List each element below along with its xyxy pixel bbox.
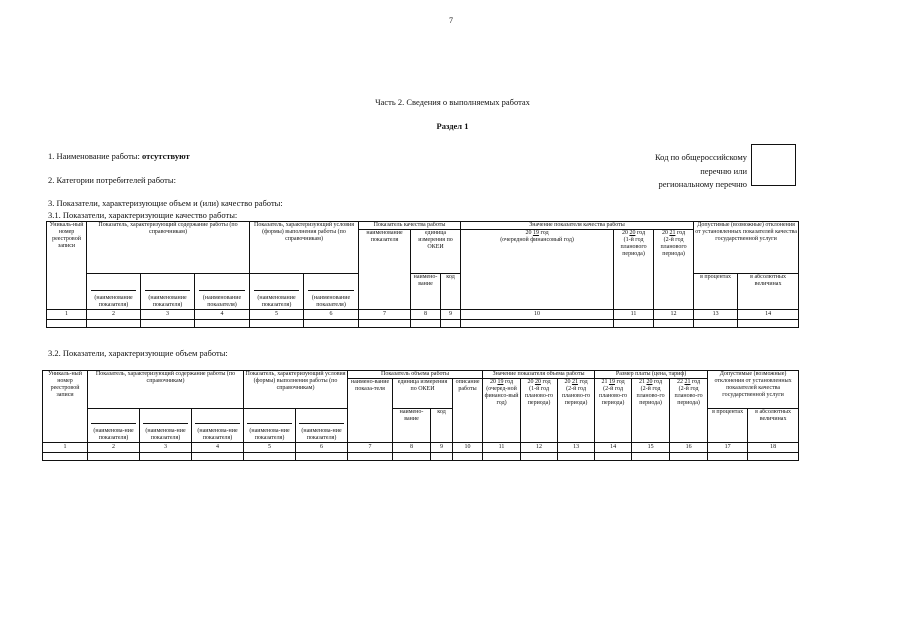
- t1-content-indicator-1: (наименование показателя): [87, 274, 141, 310]
- t1-col-num: 14: [738, 310, 799, 320]
- t2-cell[interactable]: [393, 453, 431, 461]
- t1-header-quality: Показатель качества работы: [359, 222, 461, 230]
- t1-cell[interactable]: [359, 320, 411, 328]
- t1-header-unit-name: наимено-вание: [411, 274, 441, 310]
- t1-condition-indicator-1: (наименование показателя): [250, 274, 304, 310]
- t1-header-deviation: Допустимые (возможные) отклонения от установленных показателей качества государственной услуги: [694, 222, 799, 274]
- t2-col-num: 17: [708, 443, 748, 453]
- t1-header-year-2: 20 20 год (1-й год планового периода): [614, 230, 654, 310]
- t2-header-value-year-2: 20 20 год (1-й год планово-го периода): [521, 379, 558, 443]
- quality-table: [46, 221, 799, 328]
- t2-col-num: 3: [140, 443, 192, 453]
- t1-cell[interactable]: [250, 320, 304, 328]
- t2-header-price-year-2: 21 20 год (2-й год планово-го периода): [632, 379, 670, 443]
- t2-header-unit-name: наимено-вание: [393, 409, 431, 443]
- t1-cell[interactable]: [694, 320, 738, 328]
- section-title: Раздел 1: [436, 121, 469, 131]
- t2-cell[interactable]: [140, 453, 192, 461]
- t1-header-conditions: Показатель, характеризующий условия (формы) выполнения работы (по справочникам): [250, 222, 359, 274]
- t2-col-num: 16: [670, 443, 708, 453]
- t1-cell[interactable]: [304, 320, 359, 328]
- t1-cell[interactable]: [614, 320, 654, 328]
- t2-col-num: 6: [296, 443, 348, 453]
- t2-cell[interactable]: [521, 453, 558, 461]
- t2-header-volume: Показатель объема работы: [348, 371, 483, 379]
- t2-header-unique: Уникаль-ный номер реестровой записи: [43, 371, 88, 443]
- t2-header-value-year-1: 20 19 год (очеред-ной финансо-вый год): [483, 379, 521, 443]
- work-name-value: отсутствуют: [141, 151, 190, 161]
- t2-col-num: 14: [595, 443, 632, 453]
- t1-col-num: 10: [461, 310, 614, 320]
- t2-header-indicator-name: наимено-вание показа-теля: [348, 379, 393, 443]
- t2-header-work-description: описание работы: [453, 379, 483, 443]
- t1-header-unique: Уникаль-ный номер реестровой записи: [47, 222, 87, 310]
- volume-indicators-heading: 3.2. Показатели, характеризующие объем работы:: [48, 348, 228, 358]
- t1-header-values: Значение показателя качества работы: [461, 222, 694, 230]
- t2-cell[interactable]: [453, 453, 483, 461]
- t2-col-num: 18: [748, 443, 799, 453]
- t2-cell[interactable]: [632, 453, 670, 461]
- t1-cell[interactable]: [654, 320, 694, 328]
- t1-content-indicator-2: (наименование показателя): [141, 274, 195, 310]
- t2-cell[interactable]: [192, 453, 244, 461]
- t2-data-row: [43, 453, 799, 461]
- t2-cell[interactable]: [431, 453, 453, 461]
- t2-col-num: 2: [88, 443, 140, 453]
- t1-col-num: 5: [250, 310, 304, 320]
- t1-cell[interactable]: [411, 320, 441, 328]
- t2-cell[interactable]: [348, 453, 393, 461]
- t2-column-numbers: [43, 443, 799, 453]
- t2-col-num: 9: [431, 443, 453, 453]
- code-label-line-1: Код по общероссийскому: [654, 152, 747, 162]
- t1-cell[interactable]: [141, 320, 195, 328]
- t2-header-conditions: Показатель, характеризующий условия (формы) выполнения работы (по справочникам): [244, 371, 348, 409]
- t2-col-num: 12: [521, 443, 558, 453]
- t1-cell[interactable]: [195, 320, 250, 328]
- t2-cell[interactable]: [595, 453, 632, 461]
- t1-column-numbers: [47, 310, 799, 320]
- t2-col-num: 15: [632, 443, 670, 453]
- t2-col-num: 13: [558, 443, 595, 453]
- t2-content-indicator-3: (наименова-ние показателя): [192, 409, 244, 443]
- page-number: 7: [449, 16, 453, 25]
- t2-col-num: 8: [393, 443, 431, 453]
- t2-condition-indicator-2: (наименова-ние показателя): [296, 409, 348, 443]
- t2-header-unit: единица измерения по ОКЕИ: [393, 379, 453, 409]
- t2-header-percent: в процентах: [708, 409, 748, 443]
- part-title: Часть 2. Сведения о выполняемых работах: [375, 97, 530, 107]
- t1-col-num: 13: [694, 310, 738, 320]
- t1-header-content: Показатель, характеризующий содержание работы (по справочникам): [87, 222, 250, 274]
- t1-col-num: 7: [359, 310, 411, 320]
- t2-cell[interactable]: [244, 453, 296, 461]
- t2-cell[interactable]: [88, 453, 140, 461]
- t2-header-value-year-3: 20 21 год (2-й год планово-го периода): [558, 379, 595, 443]
- t1-header-unit-code: код: [441, 274, 461, 310]
- t2-header-absolute: в абсолютных величинах: [748, 409, 799, 443]
- t2-col-num: 5: [244, 443, 296, 453]
- t2-header-values: Значение показателя объема работы: [483, 371, 595, 379]
- t2-condition-indicator-1: (наименова-ние показателя): [244, 409, 296, 443]
- t2-col-num: 7: [348, 443, 393, 453]
- t1-col-num: 12: [654, 310, 694, 320]
- t1-col-num: 9: [441, 310, 461, 320]
- t1-content-indicator-3: (наименование показателя): [195, 274, 250, 310]
- t1-col-num: 2: [87, 310, 141, 320]
- t2-header-price-year-1: 21 19 год (2-й год планово-го периода): [595, 379, 632, 443]
- t2-cell[interactable]: [708, 453, 748, 461]
- t1-data-row: [47, 320, 799, 328]
- t1-cell[interactable]: [738, 320, 799, 328]
- t2-header-unit-code: код: [431, 409, 453, 443]
- t2-cell[interactable]: [296, 453, 348, 461]
- t1-header-indicator-name: наименование показателя: [359, 230, 411, 310]
- t1-header-percent: в процентах: [694, 274, 738, 310]
- t1-header-year-3: 20 21 год (2-й год планового периода): [654, 230, 694, 310]
- t2-header-price-year-3: 22 21 год (2-й год планово-го периода): [670, 379, 708, 443]
- t1-header-absolute: в абсолютных величинах: [738, 274, 799, 310]
- code-label-line-2: перечню или: [700, 165, 747, 176]
- t1-col-num: 1: [47, 310, 87, 320]
- t1-col-num: 4: [195, 310, 250, 320]
- t2-col-num: 1: [43, 443, 88, 453]
- t2-header-deviation: Допустимые (возможные) отклонения от установленных показателей качества государственной услуги: [708, 371, 799, 409]
- t2-content-indicator-2: (наименова-ние показателя): [140, 409, 192, 443]
- work-name-line: [48, 151, 190, 161]
- t1-cell[interactable]: [47, 320, 87, 328]
- t2-header-price: Размер платы (цена, тариф): [595, 371, 708, 379]
- t2-col-num: 11: [483, 443, 521, 453]
- t2-cell[interactable]: [670, 453, 708, 461]
- t1-col-num: 3: [141, 310, 195, 320]
- registry-code-box[interactable]: [751, 144, 796, 186]
- t1-col-num: 11: [614, 310, 654, 320]
- registry-code-label: [655, 151, 747, 192]
- volume-table: [42, 370, 799, 461]
- t1-cell[interactable]: [441, 320, 461, 328]
- code-label-line-3: региональному перечню: [658, 179, 747, 189]
- t1-condition-indicator-2: (наименование показателя): [304, 274, 359, 310]
- t2-cell[interactable]: [43, 453, 88, 461]
- t2-col-num: 10: [453, 443, 483, 453]
- quality-indicators-heading: 3.1. Показатели, характеризующие качество работы:: [48, 210, 238, 220]
- t2-col-num: 4: [192, 443, 244, 453]
- t1-header-unit: единица измерения по ОКЕИ: [411, 230, 461, 274]
- consumer-category-label: 2. Категории потребителей работы:: [48, 175, 176, 185]
- t1-cell[interactable]: [461, 320, 614, 328]
- t1-cell[interactable]: [87, 320, 141, 328]
- t1-header-year-1: 20 19 год (очередной финансовый год): [461, 230, 614, 310]
- indicators-heading: 3. Показатели, характеризующие объем и (или) качество работы:: [48, 198, 283, 208]
- t2-header-content: Показатель, характеризующий содержание работы (по справочникам): [88, 371, 244, 409]
- t2-cell[interactable]: [558, 453, 595, 461]
- t2-content-indicator-1: (наименова-ние показателя): [88, 409, 140, 443]
- t1-col-num: 8: [411, 310, 441, 320]
- t2-cell[interactable]: [748, 453, 799, 461]
- t2-cell[interactable]: [483, 453, 521, 461]
- work-name-label: 1. Наименование работы:: [48, 151, 140, 161]
- t1-col-num: 6: [304, 310, 359, 320]
